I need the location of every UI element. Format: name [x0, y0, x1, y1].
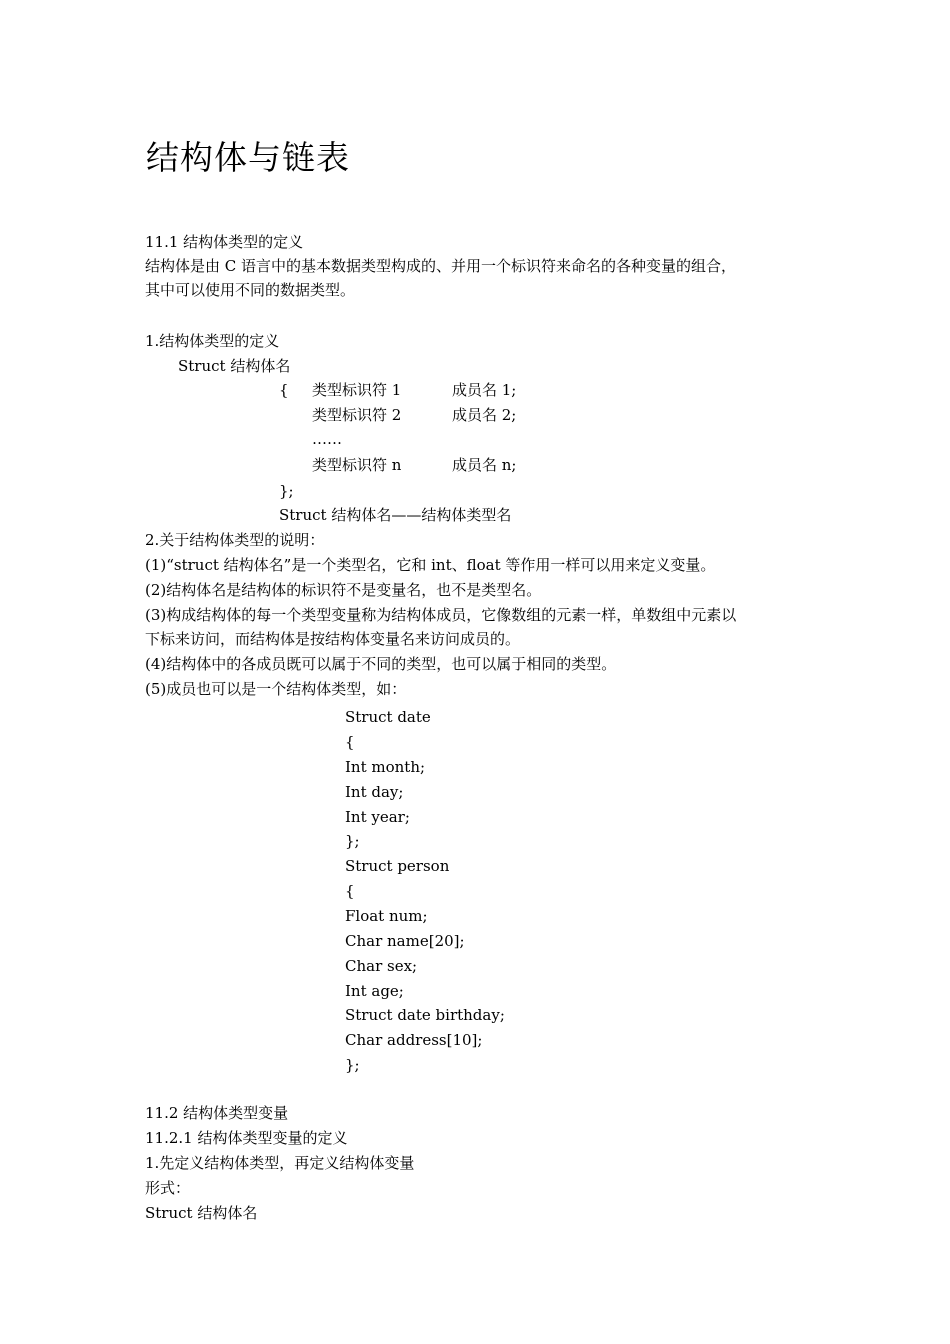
note-3-line-1: (3)构成结构体的每一个类型变量称为结构体成员，它像数组的元素一样，单数组中元素以: [145, 606, 737, 624]
code-line: Struct person: [345, 857, 450, 875]
item-1: 1.先定义结构体类型，再定义结构体变量: [145, 1154, 415, 1172]
code-line: Int month;: [345, 758, 426, 776]
ellipsis: ……: [312, 430, 342, 448]
code-line: Char address[10];: [345, 1031, 483, 1049]
code-line: };: [345, 832, 360, 850]
type-identifier: 类型标识符 n: [312, 456, 402, 474]
note-2: (2)结构体名是结构体的标识符不是变量名，也不是类型名。: [145, 581, 542, 599]
note-1: (1)“struct 结构体名”是一个类型名，它和 int、float 等作用一样可以用来定义变量。: [145, 556, 716, 574]
close-brace: };: [279, 482, 294, 500]
member-name: 成员名 1;: [452, 381, 517, 399]
code-line: Int year;: [345, 808, 410, 826]
definition-heading: 1.结构体类型的定义: [145, 332, 280, 350]
note-3-line-2: 下标来访问，而结构体是按结构体变量名来访问成员的。: [145, 630, 521, 648]
code-line: Int day;: [345, 783, 404, 801]
code-line: Float num;: [345, 907, 428, 925]
section-heading-11-1: 11.1 结构体类型的定义: [145, 233, 304, 251]
code-line: {: [345, 882, 355, 900]
code-line: Struct date birthday;: [345, 1006, 505, 1024]
type-identifier: 类型标识符 1: [312, 381, 402, 399]
code-line: Char sex;: [345, 957, 418, 975]
open-brace: {: [279, 381, 289, 399]
intro-line-1: 结构体是由 C 语言中的基本数据类型构成的、并用一个标识符来命名的各种变量的组合，: [145, 257, 737, 275]
page-title: 结构体与链表: [146, 138, 350, 177]
notes-heading: 2.关于结构体类型的说明：: [145, 531, 325, 549]
code-line: Int age;: [345, 982, 404, 1000]
member-name: 成员名 n;: [452, 456, 517, 474]
form-label: 形式：: [145, 1179, 191, 1197]
struct-name-line: Struct 结构体名: [178, 357, 291, 375]
subsection-heading-11-2-1: 11.2.1 结构体类型变量的定义: [145, 1129, 348, 1147]
code-line: {: [345, 733, 355, 751]
code-line: Struct date: [345, 708, 431, 726]
struct-form-line: Struct 结构体名: [145, 1204, 258, 1222]
type-identifier: 类型标识符 2: [312, 406, 402, 424]
note-4: (4)结构体中的各成员既可以属于不同的类型，也可以属于相同的类型。: [145, 655, 617, 673]
member-name: 成员名 2;: [452, 406, 517, 424]
code-line: Char name[20];: [345, 932, 465, 950]
note-5: (5)成员也可以是一个结构体类型，如：: [145, 680, 407, 698]
definition-note: Struct 结构体名——结构体类型名: [279, 506, 512, 524]
code-line: };: [345, 1056, 360, 1074]
section-heading-11-2: 11.2 结构体类型变量: [145, 1104, 289, 1122]
intro-line-2: 其中可以使用不同的数据类型。: [145, 281, 356, 299]
